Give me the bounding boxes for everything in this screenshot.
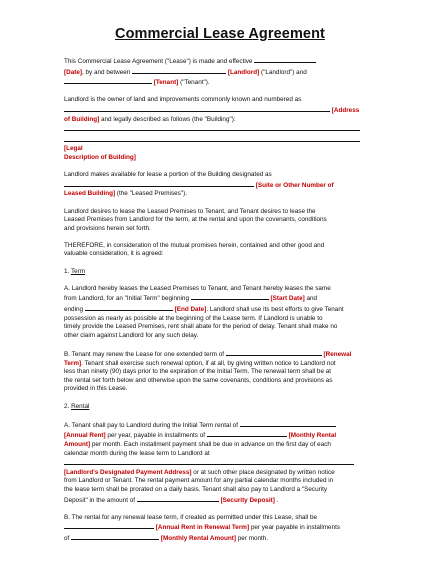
monthly-rent-field-a[interactable]: [Monthly Rental (288, 432, 337, 440)
date-field[interactable]: [Date] (64, 68, 82, 76)
rent-a-line-1: A. Tenant shall pay to Landlord during the Initial Term rental of (64, 420, 376, 431)
legal-field-a[interactable]: [Legal (64, 145, 83, 153)
available-line-3: Leased Building] (the "Leased Premises"). (64, 190, 187, 198)
suite-field-b[interactable]: Leased Building] (64, 190, 116, 198)
end-date-field[interactable]: [End Date] (174, 306, 207, 314)
section-2-heading: 2. Rental (64, 402, 90, 410)
renewal-term-field-b[interactable]: Term] (64, 359, 82, 367)
annual-rent-field[interactable]: [Annual Rent] (64, 432, 106, 440)
owner-line-1: Landlord is the owner of land and improvements commonly known and numbered as (64, 96, 302, 104)
rent-a-line-8: the lease term shall be prorated on a daily basis. Tenant shall also pay to Landlord a "Security (64, 485, 328, 493)
rent-a-line-5 (64, 458, 376, 469)
term-b-line-1: B. Tenant may renew the Lease for one extended term of [Renewal (64, 351, 352, 358)
term-a-line-6: other claim against Landlord for any such delay. (64, 331, 199, 339)
desire-line-3: and provisions herein set forth. (64, 224, 151, 232)
desire-line-2: Leased Premises from Landlord for the term, at the rental and upon the covenants, conditions (64, 216, 327, 224)
intro-line-2: [Date], by and between [Landlord] ("Landlord") and (64, 68, 307, 76)
document-title: Commercial Lease Agreement (115, 26, 325, 42)
term-a-line-3: ending [End Date]. Landlord shall use its best efforts to give Tenant (64, 306, 344, 314)
owner-line-4 (64, 124, 376, 135)
monthly-rent-field-b[interactable]: Amount] (64, 440, 91, 448)
desire-line-1: Landlord desires to lease the Leased Premises to Tenant, and Tenant desires to lease the (64, 207, 316, 215)
rent-a-line-4: calendar month during the lease term to Landlord at (64, 449, 210, 457)
start-date-field[interactable]: [Start Date] (270, 295, 305, 303)
rent-a-line-7: from Landlord or Tenant. The rental payment amount for any partial calendar months included in (64, 477, 334, 485)
section-1-heading: 1. Term (64, 267, 86, 275)
intro-line-3: [Tenant] ("Tenant"). (64, 77, 376, 88)
term-a-line-5: timely provide the Leased Premises, rent shall abate for the period of delay. Tenant shall make no (64, 323, 338, 331)
address-field-b[interactable]: of Building] (64, 115, 100, 123)
security-deposit-field[interactable]: [Security Deposit] (220, 496, 275, 504)
suite-field-a[interactable]: [Suite or Other Number of (255, 181, 334, 189)
rent-b-line-3: of [Monthly Rental Amount] per month. (64, 534, 269, 542)
term-a-line-4: possession as nearly as possible at the beginning of the Lease term. If Landlord is unable to (64, 314, 323, 322)
term-b-line-5: provided in this Lease. (64, 385, 128, 393)
intro-line-1: This Commercial Lease Agreement ("Lease") is made and effective (64, 56, 376, 67)
rent-a-line-6: [Landlord's Designated Payment Address] or at such other place designated by written notice (64, 468, 335, 476)
owner-line-5 (64, 135, 376, 154)
therefore-line-2: valuable consideration, it is agreed: (64, 250, 164, 258)
available-line-2 (64, 180, 376, 191)
tenant-field[interactable]: [Tenant] (153, 79, 179, 87)
renewal-monthly-field[interactable]: [Monthly Rental Amount] (160, 534, 237, 542)
owner-line-6 (64, 154, 376, 163)
term-a-line-2: from Landlord, for an "Initial Term" beginning [Start Date] and (64, 295, 318, 303)
payment-address-field[interactable]: [Landlord's Designated Payment Address] (64, 468, 192, 476)
owner-line-3: of Building] and legally described as follows (the "Building"): (64, 115, 236, 123)
term-b-line-3: less than ninety (90) days prior to the expiration of the Initial Term. The renewal term shall be at (64, 368, 332, 376)
rent-a-line-9: Deposit" in the amount of [Security Deposit] . (64, 496, 279, 504)
available-line-1: Landlord makes available for lease a portion of the Building designated as (64, 171, 272, 179)
rent-b-line-1: B. The rental for any renewal lease term, if created as permitted under this Lease, shall be (64, 513, 318, 521)
owner-line-2 (64, 105, 376, 116)
renewal-rent-field[interactable]: [Annual Rent in Renewal Term] (155, 524, 250, 532)
legal-field-b[interactable]: Description of Building] (64, 153, 136, 161)
therefore-line-1: THEREFORE, in consideration of the mutual promises herein, contained and other good and (64, 241, 325, 249)
renewal-term-field-a[interactable]: [Renewal (323, 351, 352, 358)
landlord-field[interactable]: [Landlord] (227, 68, 260, 76)
term-b-line-4: the rental set forth below and otherwise upon the same covenants, conditions and provisions as (64, 376, 333, 384)
address-field-a[interactable]: [Address (331, 106, 360, 114)
term-a-line-1: A. Landlord hereby leases the Leased Premises to Tenant, and Tenant hereby leases the same (64, 284, 331, 292)
term-b-line-2: Term]. Tenant shall exercise such renewal option, if at all, by giving written notice to Landlord not (64, 359, 336, 367)
rent-b-line-2: [Annual Rent in Renewal Term] per year payable in installments (64, 522, 376, 533)
rent-a-line-3: Amount] per month. Each installment payment shall be due in advance on the first day of each (64, 440, 331, 448)
rent-a-line-2: [Annual Rent] per year, payable in installments of [Monthly Rental (64, 432, 337, 440)
